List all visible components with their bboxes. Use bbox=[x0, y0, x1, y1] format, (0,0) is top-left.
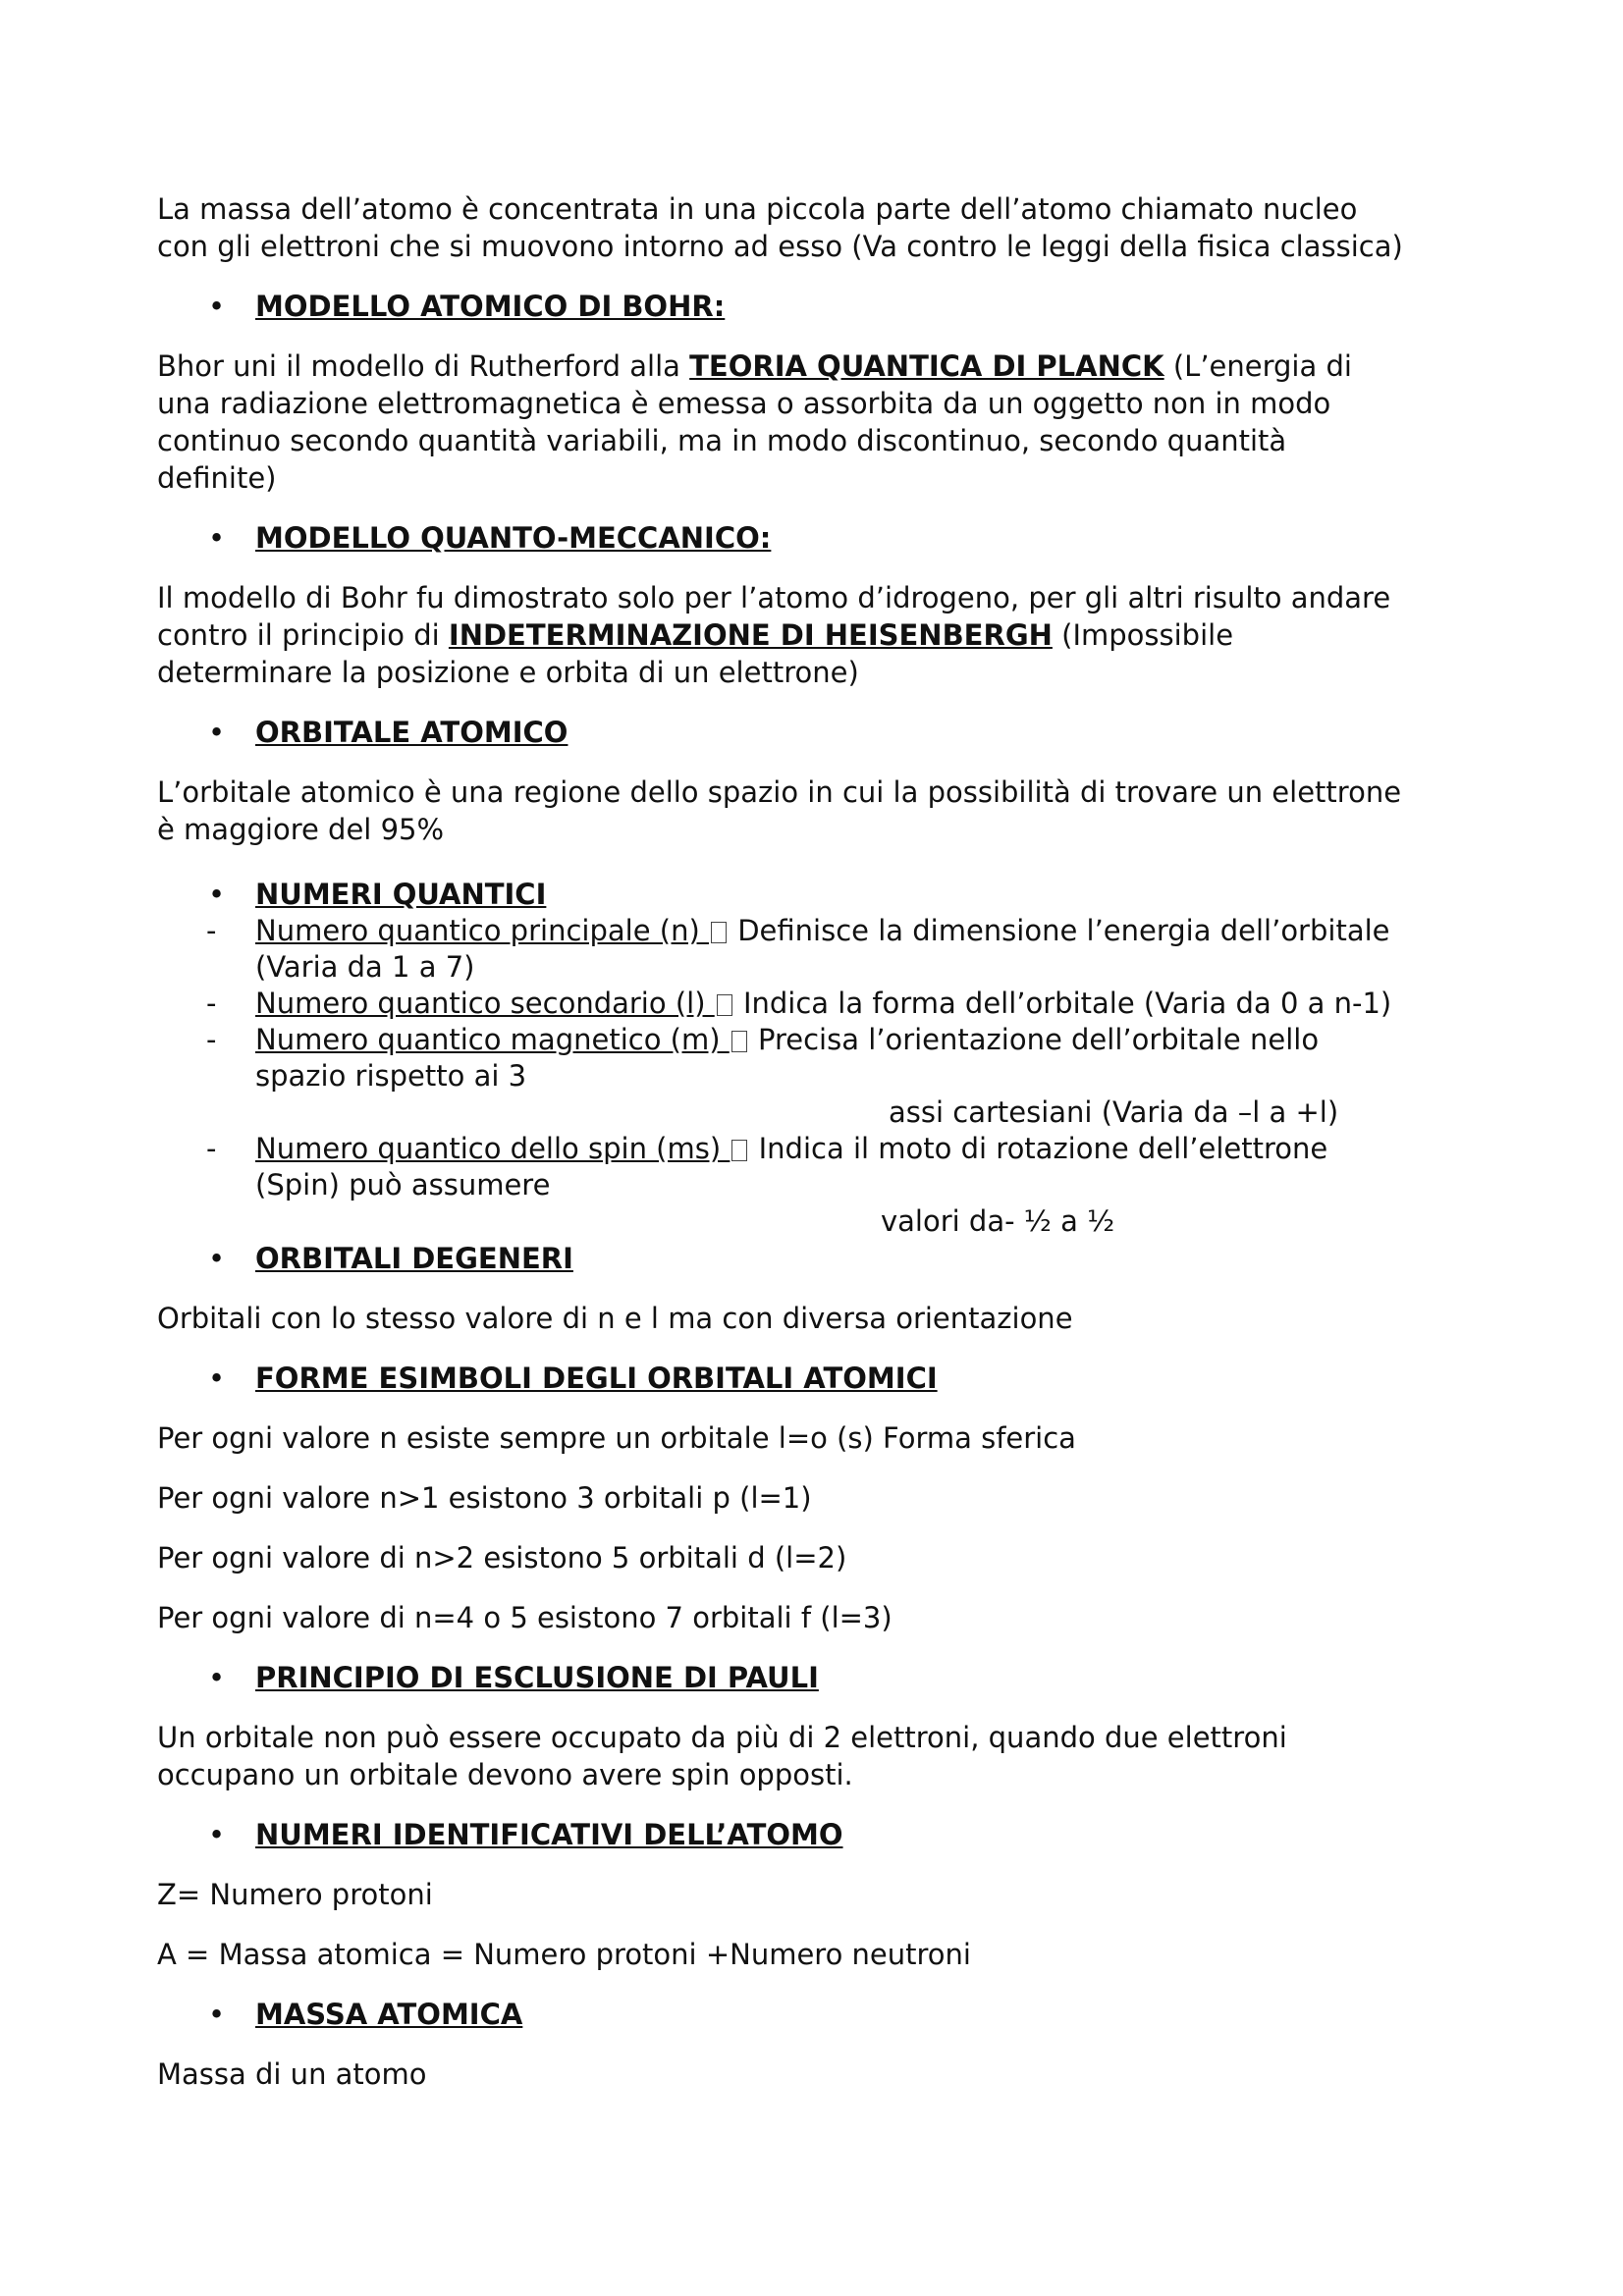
bullet-icon: • bbox=[208, 878, 226, 911]
section-heading: NUMERI QUANTICI bbox=[255, 878, 547, 911]
arrow-symbol-icon bbox=[717, 994, 732, 1016]
text-line: (Spin) può assumere bbox=[255, 1168, 551, 1201]
text-line: con gli elettroni che si muovono intorno ad esso (Va contro le leggi della fisica classica) bbox=[157, 230, 1403, 263]
text-line: La massa dell’atomo è concentrata in una piccola parte dell’atomo chiamato nucleo bbox=[157, 192, 1358, 226]
bullet-icon: • bbox=[208, 1362, 226, 1395]
heading-numeri bbox=[157, 876, 1492, 913]
section-heading: MODELLO ATOMICO DI BOHR: bbox=[255, 290, 726, 323]
arrow-symbol-icon bbox=[731, 1031, 747, 1052]
heading-orbitale bbox=[157, 714, 1492, 751]
text-line: è maggiore del 95% bbox=[157, 813, 445, 846]
text-line: determinare la posizione e orbita di un elettrone) bbox=[157, 656, 859, 689]
bohr-paragraph bbox=[157, 347, 1492, 497]
section-heading: MASSA ATOMICA bbox=[255, 1998, 523, 2031]
bullet-icon: • bbox=[208, 1818, 226, 1851]
arrow-symbol-icon bbox=[731, 1140, 747, 1161]
text-line: occupano un orbitale devono avere spin opposti. bbox=[157, 1758, 853, 1791]
intro-paragraph bbox=[157, 190, 1492, 265]
text-line: contro il principio di INDETERMINAZIONE DI HEISENBERGH (Impossibile bbox=[157, 618, 1234, 652]
bullet-icon: • bbox=[208, 521, 226, 555]
heading-degeneri bbox=[157, 1240, 1492, 1277]
text-line: Bhor uni il modello di Rutherford alla TEORIA QUANTICA DI PLANCK (L’energia di bbox=[157, 349, 1352, 383]
section-heading: ORBITALI DEGENERI bbox=[255, 1242, 573, 1275]
heading-identificativi bbox=[157, 1816, 1492, 1853]
bullet-icon: • bbox=[208, 1242, 226, 1275]
forme-line-1: Per ogni valore n esiste sempre un orbitale l=o (s) Forma sferica bbox=[157, 1421, 1076, 1455]
emphasis-term: TEORIA QUANTICA DI PLANCK bbox=[689, 349, 1164, 383]
dash-icon: - bbox=[206, 1132, 217, 1165]
degeneri-paragraph bbox=[157, 1300, 1492, 1337]
text-line: Un orbitale non può essere occupato da più di 2 elettroni, quando due elettroni bbox=[157, 1721, 1287, 1754]
pauli-paragraph bbox=[157, 1719, 1492, 1793]
document-body bbox=[157, 190, 1492, 2115]
text-line: definite) bbox=[157, 461, 277, 495]
section-heading: NUMERI IDENTIFICATIVI DELL’ATOMO bbox=[255, 1818, 843, 1851]
orbitale-paragraph bbox=[157, 774, 1492, 848]
text-line: L’orbitale atomico è una regione dello spazio in cui la possibilità di trovare un elettrone bbox=[157, 775, 1402, 809]
bullet-icon: • bbox=[208, 1998, 226, 2031]
numeri-list bbox=[157, 913, 1492, 1240]
section-heading: FORME ESIMBOLI DEGLI ORBITALI ATOMICI bbox=[255, 1362, 938, 1395]
text-line: assi cartesiani (Varia da –l a +l) bbox=[889, 1095, 1339, 1129]
list-item: - Numero quantico secondario (l) Indica la forma dell’orbitale (Varia da 0 a n-1) bbox=[206, 987, 1392, 1020]
section-heading: MODELLO QUANTO-MECCANICO: bbox=[255, 521, 772, 555]
text-line: Massa di un atomo bbox=[157, 2057, 427, 2091]
heading-pauli bbox=[157, 1659, 1492, 1696]
text-line: una radiazione elettromagnetica è emessa o assorbita da un oggetto non in modo bbox=[157, 387, 1331, 420]
list-item: - Numero quantico dello spin (ms) Indica il moto di rotazione dell’elettrone (Spin) può assumere valori da- ½ a ½ bbox=[157, 1131, 1492, 1240]
section-heading: ORBITALE ATOMICO bbox=[255, 716, 568, 749]
text-line: spazio rispetto ai 3 bbox=[255, 1059, 527, 1093]
massa-paragraph bbox=[157, 2056, 1492, 2093]
heading-massa bbox=[157, 1996, 1492, 2033]
quanto-paragraph bbox=[157, 579, 1492, 691]
arrow-symbol-icon bbox=[711, 922, 727, 943]
text-line: Orbitali con lo stesso valore di n e l ma con diversa orientazione bbox=[157, 1302, 1073, 1335]
identificativi-line-2: A = Massa atomica = Numero protoni +Numero neutroni bbox=[157, 1938, 971, 1971]
dash-icon: - bbox=[206, 914, 217, 947]
emphasis-term: INDETERMINAZIONE DI HEISENBERGH bbox=[448, 618, 1053, 652]
text-line: continuo secondo quantità variabili, ma in modo discontinuo, secondo quantità bbox=[157, 424, 1287, 457]
identificativi-line-1: Z= Numero protoni bbox=[157, 1878, 433, 1911]
forme-line-3: Per ogni valore di n>2 esistono 5 orbitali d (l=2) bbox=[157, 1541, 847, 1575]
bullet-icon: • bbox=[208, 716, 226, 749]
section-heading: PRINCIPIO DI ESCLUSIONE DI PAULI bbox=[255, 1661, 819, 1694]
forme-line-4: Per ogni valore di n=4 o 5 esistono 7 orbitali f (l=3) bbox=[157, 1601, 893, 1634]
bullet-icon: • bbox=[208, 1661, 226, 1694]
heading-forme bbox=[157, 1360, 1492, 1397]
bullet-icon: • bbox=[208, 290, 226, 323]
forme-line-2: Per ogni valore n>1 esistono 3 orbitali p (l=1) bbox=[157, 1481, 812, 1515]
list-item: - Numero quantico magnetico (m) Precisa l’orientazione dell’orbitale nello spazio rispetto ai 3 assi cartesiani (Varia da –l a +l) bbox=[157, 1022, 1492, 1131]
list-item: - Numero quantico principale (n) Definisce la dimensione l’energia dell’orbitale (Varia da 1 a 7) bbox=[157, 913, 1492, 986]
dash-icon: - bbox=[206, 987, 217, 1020]
heading-quanto bbox=[157, 519, 1492, 557]
dash-icon: - bbox=[206, 1023, 217, 1056]
text-line: valori da- ½ a ½ bbox=[881, 1204, 1115, 1238]
text-line: Il modello di Bohr fu dimostrato solo per l’atomo d’idrogeno, per gli altri risulto andare bbox=[157, 581, 1391, 614]
text-line: (Varia da 1 a 7) bbox=[255, 950, 475, 984]
heading-bohr bbox=[157, 288, 1492, 325]
